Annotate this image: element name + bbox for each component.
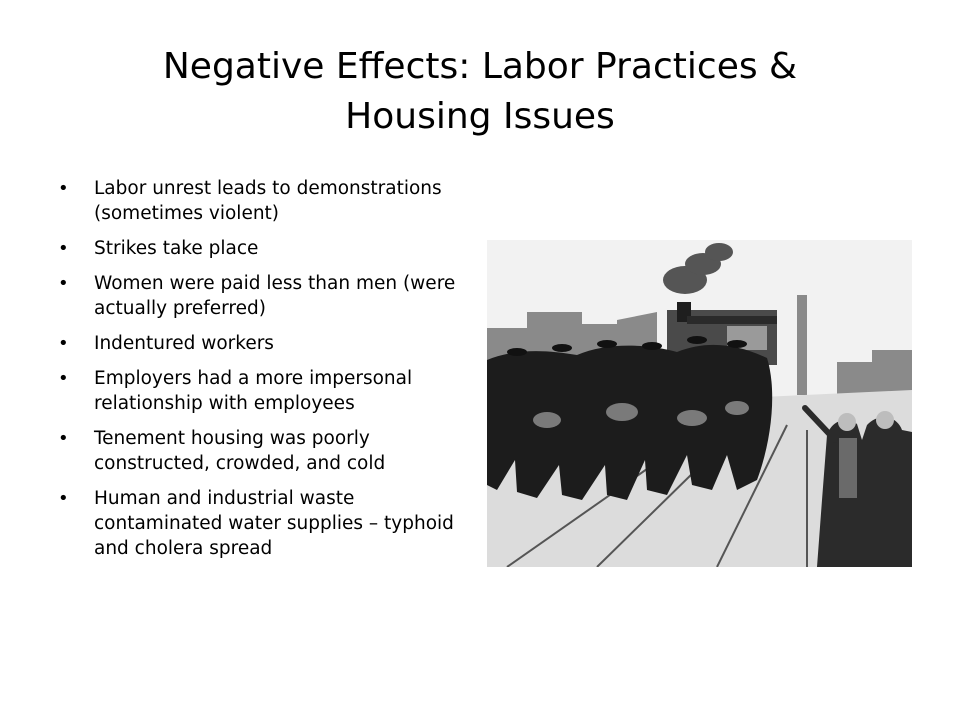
bullet-item [58, 366, 458, 416]
bullet-item [58, 176, 458, 226]
bullet-text: Women were paid less than men (were actually preferred) [94, 273, 456, 319]
bullet-text: Indentured workers [94, 333, 274, 354]
cavalry-charge-illustration [487, 240, 912, 567]
bullet-text: Tenement housing was poorly constructed, crowded, and cold [94, 428, 386, 474]
bullet-item [58, 486, 458, 561]
bullet-icon: • [58, 428, 69, 449]
bullet-list [58, 176, 458, 571]
bullet-icon: • [58, 178, 69, 199]
bullet-icon: • [58, 488, 69, 509]
slide-title: Negative Effects: Labor Practices & Housing Issues [162, 46, 798, 137]
bullet-icon: • [58, 238, 69, 259]
bullet-item [58, 271, 458, 321]
bullet-icon: • [58, 368, 69, 389]
bullet-text: Employers had a more impersonal relationship with employees [94, 368, 413, 414]
bullet-icon: • [58, 333, 69, 354]
bullet-item [58, 236, 458, 261]
bullet-text: Strikes take place [94, 238, 259, 259]
bullet-text: Human and industrial waste contaminated water supplies – typhoid and cholera spread [94, 488, 454, 559]
bullet-item [58, 426, 458, 476]
bullet-text: Labor unrest leads to demonstrations (sometimes violent) [94, 178, 442, 224]
bullet-item [58, 331, 458, 356]
bullet-icon: • [58, 273, 69, 294]
